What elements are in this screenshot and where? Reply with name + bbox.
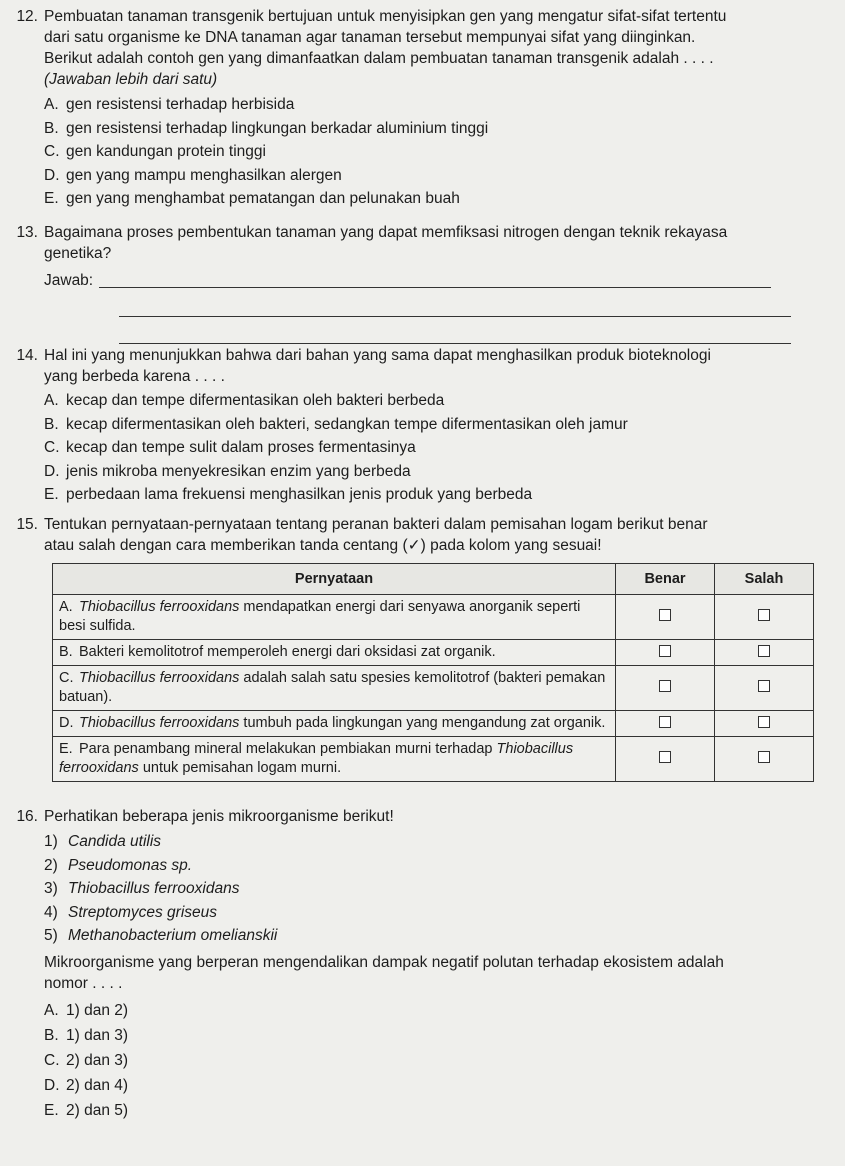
option-b[interactable]: B. gen resistensi terhadap lingkungan berkadar aluminium tinggi (44, 119, 489, 137)
option-d[interactable]: D. 2) dan 4) (44, 1076, 129, 1094)
checkbox-true[interactable] (659, 680, 671, 692)
header-false: Salah (715, 564, 814, 595)
option-e[interactable]: E. 2) dan 5) (44, 1101, 129, 1119)
answer-line[interactable] (119, 315, 791, 317)
list-item: 3) Thiobacillus ferrooxidans (44, 880, 240, 897)
question-13 (0, 222, 845, 344)
question-text-line: Berikut adalah contoh gen yang dimanfaatkan dalam pembuatan tanaman transgenik adalah . . . . (44, 50, 714, 67)
checkbox-true[interactable] (659, 751, 671, 763)
question-number: 16. (16, 808, 38, 825)
checkbox-false[interactable] (758, 751, 770, 763)
answer-label: Jawab: (44, 272, 94, 289)
answer-line[interactable] (99, 286, 771, 288)
statement-table (52, 563, 814, 782)
question-text-line: nomor . . . . (44, 974, 123, 992)
question-16 (0, 806, 845, 1123)
table-header-row (53, 564, 814, 595)
checkbox-false[interactable] (758, 609, 770, 621)
question-text-line: Hal ini yang menunjukkan bahwa dari bahan yang sama dapat menghasilkan produk bioteknologi (44, 347, 711, 364)
question-note: (Jawaban lebih dari satu) (44, 71, 218, 88)
option-c[interactable]: C. 2) dan 3) (44, 1051, 129, 1069)
list-item: 5) Methanobacterium omelianskii (44, 927, 278, 944)
checkbox-true[interactable] (659, 609, 671, 621)
list-item: 2) Pseudomonas sp. (44, 856, 193, 874)
question-number: 13. (16, 224, 38, 241)
option-d[interactable]: D. gen yang mampu menghasilkan alergen (44, 166, 342, 184)
question-text-line: Tentukan pernyataan-pernyataan tentang peranan bakteri dalam pemisahan logam berikut benar (44, 516, 708, 533)
option-a[interactable]: A. 1) dan 2) (44, 1001, 129, 1019)
option-e[interactable]: E. gen yang menghambat pematangan dan pelunakan buah (44, 190, 460, 207)
checkbox-true[interactable] (659, 645, 671, 657)
question-number: 15. (16, 516, 38, 533)
option-a[interactable]: A. kecap dan tempe difermentasikan oleh bakteri berbeda (44, 392, 445, 409)
list-item: 1) Candida utilis (44, 833, 162, 850)
question-text-line: Mikroorganisme yang berperan mengendalikan dampak negatif polutan terhadap ekosistem adalah (44, 953, 724, 971)
option-c[interactable]: C. kecap dan tempe sulit dalam proses fermentasinya (44, 439, 416, 456)
checkbox-false[interactable] (758, 716, 770, 728)
list-item: 4) Streptomyces griseus (44, 903, 218, 921)
option-d[interactable]: D. jenis mikroba menyekresikan enzim yang berbeda (44, 462, 411, 480)
table-row: B. Bakteri kemolitotrof memperoleh energi dari oksidasi zat organik. (53, 640, 814, 666)
question-text-line: dari satu organisme ke DNA tanaman agar tanaman tersebut mempunyai sifat yang diinginkan. (44, 29, 696, 46)
option-c[interactable]: C. gen kandungan protein tinggi (44, 143, 266, 160)
question-number: 12. (16, 8, 38, 25)
option-a[interactable]: A. gen resistensi terhadap herbisida (44, 96, 295, 113)
question-intro: Perhatikan beberapa jenis mikroorganisme berikut! (44, 808, 394, 825)
table-row: E. Para penambang mineral melakukan pembiakan murni terhadap Thiobacillus ferrooxidans untuk pemisahan logam murni. (53, 737, 814, 782)
question-text-line: Pembuatan tanaman transgenik bertujuan untuk menyisipkan gen yang mengatur sifat-sifat tertentu (44, 8, 727, 25)
question-text-line: atau salah dengan cara memberikan tanda centang (✓) pada kolom yang sesuai! (44, 537, 602, 554)
question-15 (0, 514, 845, 556)
question-text-line: genetika? (44, 245, 112, 262)
table-row: A. Thiobacillus ferrooxidans mendapatkan energi dari senyawa anorganik seperti besi sulfida. (53, 595, 814, 640)
checkbox-false[interactable] (758, 680, 770, 692)
option-b[interactable]: B. 1) dan 3) (44, 1026, 129, 1044)
option-e[interactable]: E. perbedaan lama frekuensi menghasilkan jenis produk yang berbeda (44, 486, 533, 503)
header-true: Benar (616, 564, 715, 595)
question-number: 14. (16, 347, 38, 364)
table-row: D. Thiobacillus ferrooxidans tumbuh pada lingkungan yang mengandung zat organik. (53, 711, 814, 737)
table-row: C. Thiobacillus ferrooxidans adalah salah satu spesies kemolitotrof (bakteri pemakan batuan). (53, 666, 814, 711)
question-text-line: yang berbeda karena . . . . (44, 368, 225, 385)
question-14 (0, 345, 845, 507)
option-b[interactable]: B. kecap difermentasikan oleh bakteri, sedangkan tempe difermentasikan oleh jamur (44, 415, 628, 433)
answer-line[interactable] (119, 342, 791, 344)
checkbox-true[interactable] (659, 716, 671, 728)
question-text-line: Bagaimana proses pembentukan tanaman yang dapat memfiksasi nitrogen dengan teknik rekayasa (44, 224, 728, 241)
header-statement: Pernyataan (53, 564, 616, 595)
question-12 (0, 6, 845, 211)
checkbox-false[interactable] (758, 645, 770, 657)
